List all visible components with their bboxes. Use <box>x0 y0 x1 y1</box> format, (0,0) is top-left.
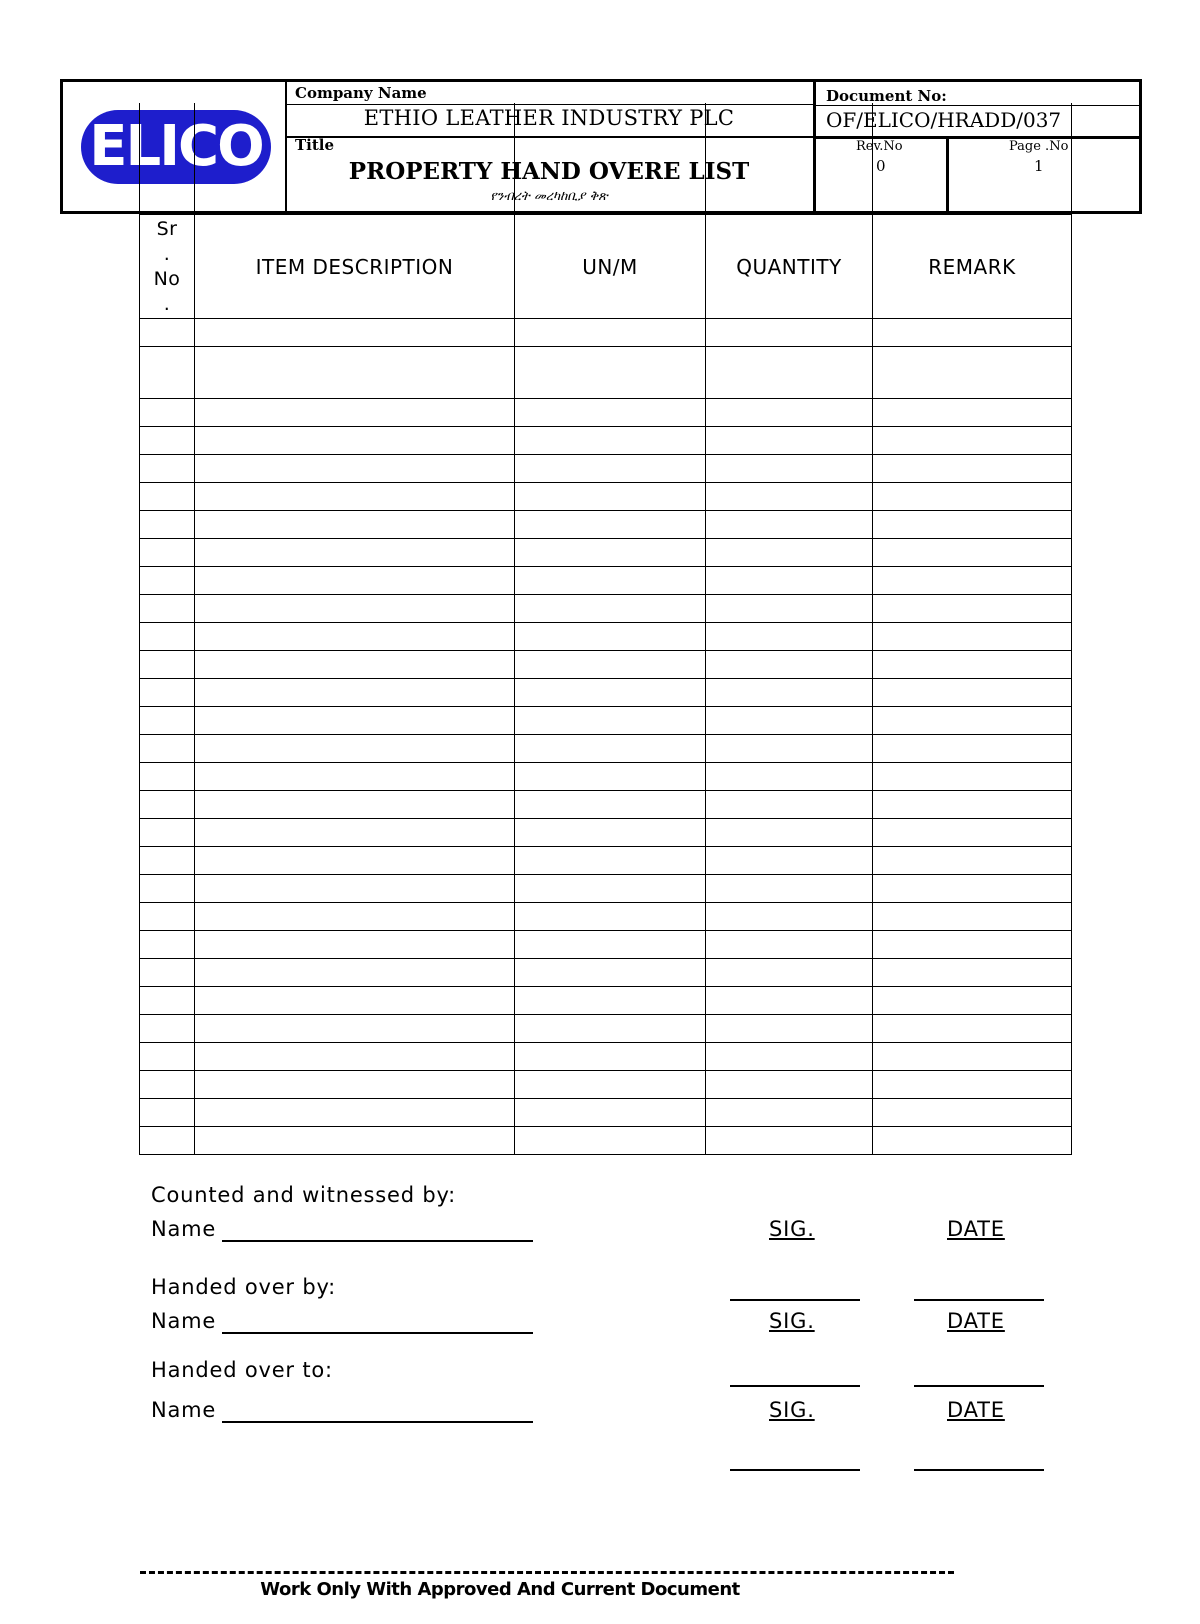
table-cell[interactable] <box>873 903 1072 931</box>
table-cell[interactable] <box>140 1043 195 1071</box>
document-number: OF/ELICO/HRADD/037 <box>826 108 1062 132</box>
table-cell[interactable] <box>873 987 1072 1015</box>
table-cell[interactable] <box>515 483 706 511</box>
table-cell[interactable] <box>140 347 195 399</box>
table-cell[interactable] <box>706 987 873 1015</box>
table-cell[interactable] <box>140 707 195 735</box>
table-row <box>140 819 1072 847</box>
table-cell[interactable] <box>195 539 515 567</box>
table-cell[interactable] <box>140 595 195 623</box>
table-cell[interactable] <box>706 931 873 959</box>
table-cell[interactable] <box>873 1071 1072 1099</box>
table-cell[interactable] <box>140 651 195 679</box>
table-cell[interactable] <box>140 427 195 455</box>
table-cell[interactable] <box>140 319 195 347</box>
table-row <box>140 1071 1072 1099</box>
table-header-row <box>140 215 1072 319</box>
table-cell[interactable] <box>706 819 873 847</box>
page-number-cell <box>949 137 1139 211</box>
table-cell[interactable] <box>873 791 1072 819</box>
table-row <box>140 455 1072 483</box>
table-cell[interactable] <box>140 987 195 1015</box>
table-cell[interactable] <box>195 427 515 455</box>
table-cell[interactable] <box>706 735 873 763</box>
table-cell[interactable] <box>195 959 515 987</box>
table-row <box>140 651 1072 679</box>
table-cell[interactable] <box>140 1127 195 1155</box>
table-cell[interactable] <box>706 427 873 455</box>
revision-cell <box>816 137 949 211</box>
name-line-counted <box>222 1240 533 1242</box>
table-cell[interactable] <box>873 427 1072 455</box>
table-cell[interactable] <box>195 1071 515 1099</box>
table-cell[interactable] <box>873 819 1072 847</box>
table-cell[interactable] <box>195 651 515 679</box>
table-cell[interactable] <box>140 763 195 791</box>
table-cell[interactable] <box>140 1099 195 1127</box>
table-cell[interactable] <box>873 931 1072 959</box>
table-cell[interactable] <box>515 735 706 763</box>
table-row <box>140 567 1072 595</box>
table-row <box>140 1127 1072 1155</box>
table-cell[interactable] <box>515 707 706 735</box>
table-cell[interactable] <box>706 399 873 427</box>
table-cell[interactable] <box>140 455 195 483</box>
table-cell[interactable] <box>515 791 706 819</box>
table-cell[interactable] <box>515 399 706 427</box>
table-cell[interactable] <box>873 623 1072 651</box>
sig-blank-line <box>730 1385 860 1387</box>
table-cell[interactable] <box>515 651 706 679</box>
header-overlap-line <box>1071 103 1072 214</box>
column-header-item-description: ITEM DESCRIPTION <box>195 215 515 319</box>
table-cell[interactable] <box>195 455 515 483</box>
document-title-amharic: የንብረት መረካከቢያ ቅጽ <box>490 189 608 204</box>
table-body <box>140 319 1072 1155</box>
table-cell[interactable] <box>873 847 1072 875</box>
table-cell[interactable] <box>873 763 1072 791</box>
table-cell[interactable] <box>140 511 195 539</box>
title-cell <box>285 136 816 211</box>
logo-cell <box>63 82 287 211</box>
table-cell[interactable] <box>195 483 515 511</box>
column-header-quantity: QUANTITY <box>706 215 873 319</box>
table-cell[interactable] <box>873 959 1072 987</box>
table-row <box>140 903 1072 931</box>
table-cell[interactable] <box>195 903 515 931</box>
table-cell[interactable] <box>706 1127 873 1155</box>
company-cell <box>285 82 816 138</box>
table-cell[interactable] <box>873 539 1072 567</box>
footer-text: Work Only With Approved And Current Document <box>260 1579 740 1600</box>
revision-label: Rev.No <box>856 139 903 154</box>
date-blank-line <box>914 1299 1044 1301</box>
table-cell[interactable] <box>195 595 515 623</box>
header-overlap-line <box>194 103 195 214</box>
column-header-unit: UN/M <box>515 215 706 319</box>
company-label: Company Name <box>295 84 427 102</box>
table-cell[interactable] <box>515 347 706 399</box>
table-cell[interactable] <box>515 1015 706 1043</box>
table-row <box>140 511 1072 539</box>
table-cell[interactable] <box>195 319 515 347</box>
table-cell[interactable] <box>195 847 515 875</box>
table-row <box>140 763 1072 791</box>
table-row <box>140 319 1072 347</box>
table-cell[interactable] <box>140 819 195 847</box>
table-cell[interactable] <box>195 567 515 595</box>
table-cell[interactable] <box>873 347 1072 399</box>
table-cell[interactable] <box>195 511 515 539</box>
sig-blank-line <box>730 1469 860 1471</box>
sig-label: SIG. <box>769 1309 815 1333</box>
sig-label: SIG. <box>769 1217 815 1241</box>
table-cell[interactable] <box>873 319 1072 347</box>
table-cell[interactable] <box>706 651 873 679</box>
table-cell[interactable] <box>195 819 515 847</box>
table-cell[interactable] <box>195 1015 515 1043</box>
document-number-cell <box>816 82 1139 139</box>
name-label: Name <box>151 1309 217 1333</box>
table-row <box>140 539 1072 567</box>
table-row <box>140 1099 1072 1127</box>
table-row <box>140 875 1072 903</box>
sig-blank-line <box>730 1299 860 1301</box>
table-cell[interactable] <box>706 679 873 707</box>
table-cell[interactable] <box>195 623 515 651</box>
table-cell[interactable] <box>195 763 515 791</box>
handed-over-to-label: Handed over to: <box>151 1358 333 1382</box>
table-row <box>140 931 1072 959</box>
table-row <box>140 427 1072 455</box>
table-cell[interactable] <box>873 455 1072 483</box>
table-cell[interactable] <box>873 1099 1072 1127</box>
property-list-table <box>139 214 1072 1155</box>
table-cell[interactable] <box>873 735 1072 763</box>
page-number-label: Page .No <box>1009 139 1069 154</box>
table-cell[interactable] <box>873 679 1072 707</box>
table-cell[interactable] <box>515 623 706 651</box>
date-label: DATE <box>947 1217 1005 1241</box>
table-cell[interactable] <box>515 819 706 847</box>
header-overlap-line <box>705 103 706 214</box>
table-cell[interactable] <box>515 567 706 595</box>
table-cell[interactable] <box>195 707 515 735</box>
name-line-handed-to <box>222 1421 533 1423</box>
name-label: Name <box>151 1398 217 1422</box>
date-label: DATE <box>947 1309 1005 1333</box>
table-cell[interactable] <box>195 1099 515 1127</box>
table-cell[interactable] <box>140 399 195 427</box>
table-cell[interactable] <box>515 875 706 903</box>
table-cell[interactable] <box>706 539 873 567</box>
table-cell[interactable] <box>515 595 706 623</box>
docno-divider <box>816 105 1139 106</box>
table-row <box>140 1015 1072 1043</box>
table-cell[interactable] <box>706 455 873 483</box>
table-cell[interactable] <box>706 567 873 595</box>
table-cell[interactable] <box>195 987 515 1015</box>
table-cell[interactable] <box>873 707 1072 735</box>
table-cell[interactable] <box>515 1127 706 1155</box>
name-label: Name <box>151 1217 217 1241</box>
column-header-sr-no: Sr . No . <box>140 215 195 319</box>
table-cell[interactable] <box>140 847 195 875</box>
table-cell[interactable] <box>140 1071 195 1099</box>
table-cell[interactable] <box>873 875 1072 903</box>
table-row <box>140 959 1072 987</box>
table-cell[interactable] <box>706 595 873 623</box>
table-cell[interactable] <box>706 1015 873 1043</box>
table-cell[interactable] <box>515 1043 706 1071</box>
table-cell[interactable] <box>706 791 873 819</box>
table-cell[interactable] <box>515 931 706 959</box>
table-cell[interactable] <box>515 427 706 455</box>
table-cell[interactable] <box>873 651 1072 679</box>
table-row <box>140 623 1072 651</box>
table-cell[interactable] <box>195 735 515 763</box>
table-cell[interactable] <box>873 511 1072 539</box>
revision-value: 0 <box>876 157 886 175</box>
table-cell[interactable] <box>515 1099 706 1127</box>
table-row <box>140 987 1072 1015</box>
table-cell[interactable] <box>140 567 195 595</box>
date-blank-line <box>914 1385 1044 1387</box>
table-cell[interactable] <box>515 959 706 987</box>
header-overlap-line <box>872 103 873 214</box>
table-cell[interactable] <box>140 539 195 567</box>
table-cell[interactable] <box>706 1071 873 1099</box>
table-cell[interactable] <box>706 1043 873 1071</box>
table-cell[interactable] <box>706 875 873 903</box>
table-cell[interactable] <box>706 1099 873 1127</box>
table-cell[interactable] <box>195 791 515 819</box>
document-header <box>60 79 1142 214</box>
table-cell[interactable] <box>873 1127 1072 1155</box>
handed-over-by-label: Handed over by: <box>151 1275 337 1299</box>
table-cell[interactable] <box>140 959 195 987</box>
header-overlap-line <box>514 103 515 214</box>
table-row <box>140 707 1072 735</box>
footer-rule <box>140 1571 954 1574</box>
table-cell[interactable] <box>140 791 195 819</box>
table-row <box>140 679 1072 707</box>
title-label: Title <box>295 136 335 154</box>
counted-witnessed-label: Counted and witnessed by: <box>151 1183 457 1207</box>
table-row <box>140 1043 1072 1071</box>
table-row <box>140 847 1072 875</box>
table-cell[interactable] <box>706 319 873 347</box>
table-cell[interactable] <box>706 623 873 651</box>
logo-text: ELICO <box>89 114 263 179</box>
table-cell[interactable] <box>706 903 873 931</box>
table-cell[interactable] <box>515 679 706 707</box>
company-divider <box>285 104 813 105</box>
table-cell[interactable] <box>195 931 515 959</box>
document-title: PROPERTY HAND OVERE LIST <box>348 158 750 185</box>
table-cell[interactable] <box>706 347 873 399</box>
sig-label: SIG. <box>769 1398 815 1422</box>
company-name: ETHIO LEATHER INDUSTRY PLC <box>363 106 735 130</box>
table-cell[interactable] <box>873 399 1072 427</box>
name-line-handed-by <box>222 1332 533 1334</box>
table-cell[interactable] <box>195 1043 515 1071</box>
table-row <box>140 791 1072 819</box>
table-cell[interactable] <box>515 1071 706 1099</box>
table-row <box>140 735 1072 763</box>
table-cell[interactable] <box>706 763 873 791</box>
table-cell[interactable] <box>706 511 873 539</box>
document-number-label: Document No: <box>826 87 947 105</box>
table-row <box>140 347 1072 399</box>
table-cell[interactable] <box>515 987 706 1015</box>
table-cell[interactable] <box>195 875 515 903</box>
table-cell[interactable] <box>140 931 195 959</box>
table-cell[interactable] <box>195 399 515 427</box>
header-overlap-line <box>139 103 140 214</box>
table-cell[interactable] <box>140 623 195 651</box>
table-cell[interactable] <box>515 539 706 567</box>
table-cell[interactable] <box>873 595 1072 623</box>
table-cell[interactable] <box>706 959 873 987</box>
date-label: DATE <box>947 1398 1005 1422</box>
table-cell[interactable] <box>140 735 195 763</box>
table-cell[interactable] <box>706 483 873 511</box>
table-cell[interactable] <box>195 679 515 707</box>
table-cell[interactable] <box>515 319 706 347</box>
table-cell[interactable] <box>140 679 195 707</box>
table-cell[interactable] <box>195 347 515 399</box>
table-cell[interactable] <box>706 707 873 735</box>
table-cell[interactable] <box>873 483 1072 511</box>
table-cell[interactable] <box>515 763 706 791</box>
table-cell[interactable] <box>873 1015 1072 1043</box>
elico-logo <box>81 110 271 184</box>
page-number-value: 1 <box>1034 157 1044 175</box>
column-header-remark: REMARK <box>873 215 1072 319</box>
table-cell[interactable] <box>873 1043 1072 1071</box>
table-cell[interactable] <box>515 455 706 483</box>
table-cell[interactable] <box>140 875 195 903</box>
table-cell[interactable] <box>195 1127 515 1155</box>
table-cell[interactable] <box>140 903 195 931</box>
table-row <box>140 595 1072 623</box>
date-blank-line <box>914 1469 1044 1471</box>
table-cell[interactable] <box>873 567 1072 595</box>
table-cell[interactable] <box>515 847 706 875</box>
table-cell[interactable] <box>515 903 706 931</box>
table-cell[interactable] <box>140 483 195 511</box>
table-cell[interactable] <box>706 847 873 875</box>
table-cell[interactable] <box>140 1015 195 1043</box>
table-cell[interactable] <box>515 511 706 539</box>
table-row <box>140 399 1072 427</box>
table-row <box>140 483 1072 511</box>
